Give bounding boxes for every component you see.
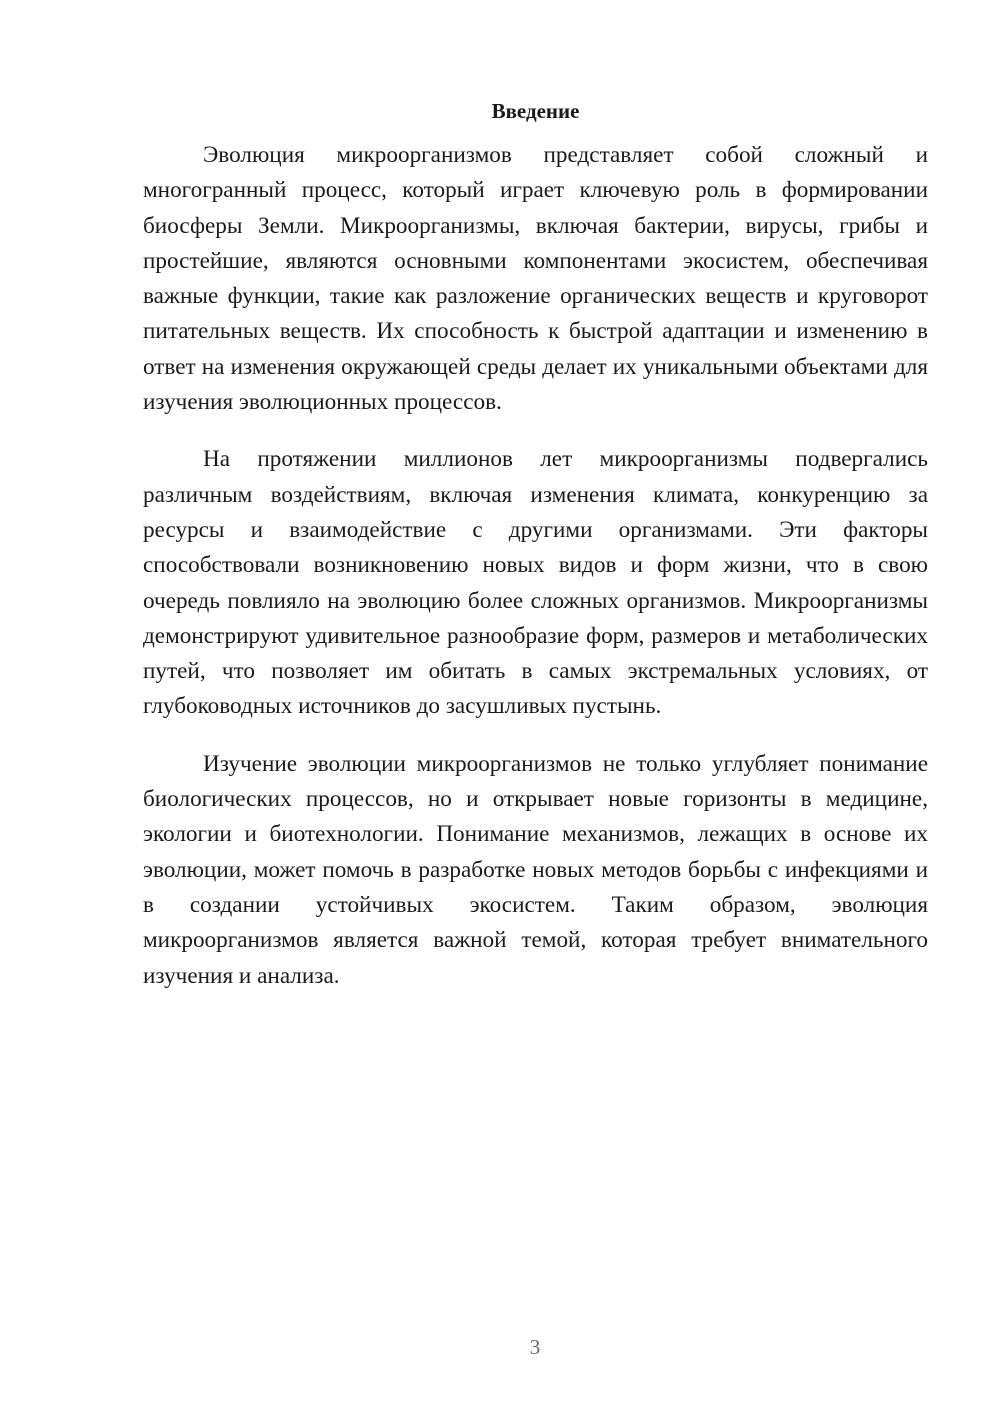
paragraph-1: Эволюция микроорганизмов представляет собой сложный и многогранный процесс, который играет ключевую роль в формировании биосферы Земли. Микроорганизмы, включая бактерии, вирусы, грибы и простейшие, являются основными компонентами экосистем, обеспечивая важные функции, такие как разложение органических веществ и круговорот питательных веществ. Их способность к быстрой адаптации и изменению в ответ на изменения окружающей среды делает их уникальными объектами для изучения эволюционных процессов. <box>143 142 928 416</box>
section-heading: Введение <box>491 99 580 123</box>
page-content <box>143 96 928 1016</box>
paragraph-3: Изучение эволюции микроорганизмов не только углубляет понимание биологических процессов, но и открывает новые горизонты в медицине, экологии и биотехнологии. Понимание механизмов, лежащих в основе их эволюции, может помочь в разработке новых методов борьбы с инфекциями и в создании устойчивых экосистем. Таким образом, эволюция микроорганизмов является важной темой, которая требует внимательного изучения и анализа. <box>143 750 928 989</box>
page-number: 3 <box>529 1335 541 1359</box>
paragraph-2: На протяжении миллионов лет микроорганизмы подвергались различным воздействиям, включая изменения климата, конкуренцию за ресурсы и взаимодействие с другими организмами. Эти факторы способствовали возникновению новых видов и форм жизни, что в свою очередь повлияло на эволюцию более сложных организмов. Микроорганизмы демонстрируют удивительное разнообразие форм, размеров и метаболических путей, что позволяет им обитать в самых экстремальных условиях, от глубоководных источников до засушливых пустынь. <box>143 446 928 720</box>
